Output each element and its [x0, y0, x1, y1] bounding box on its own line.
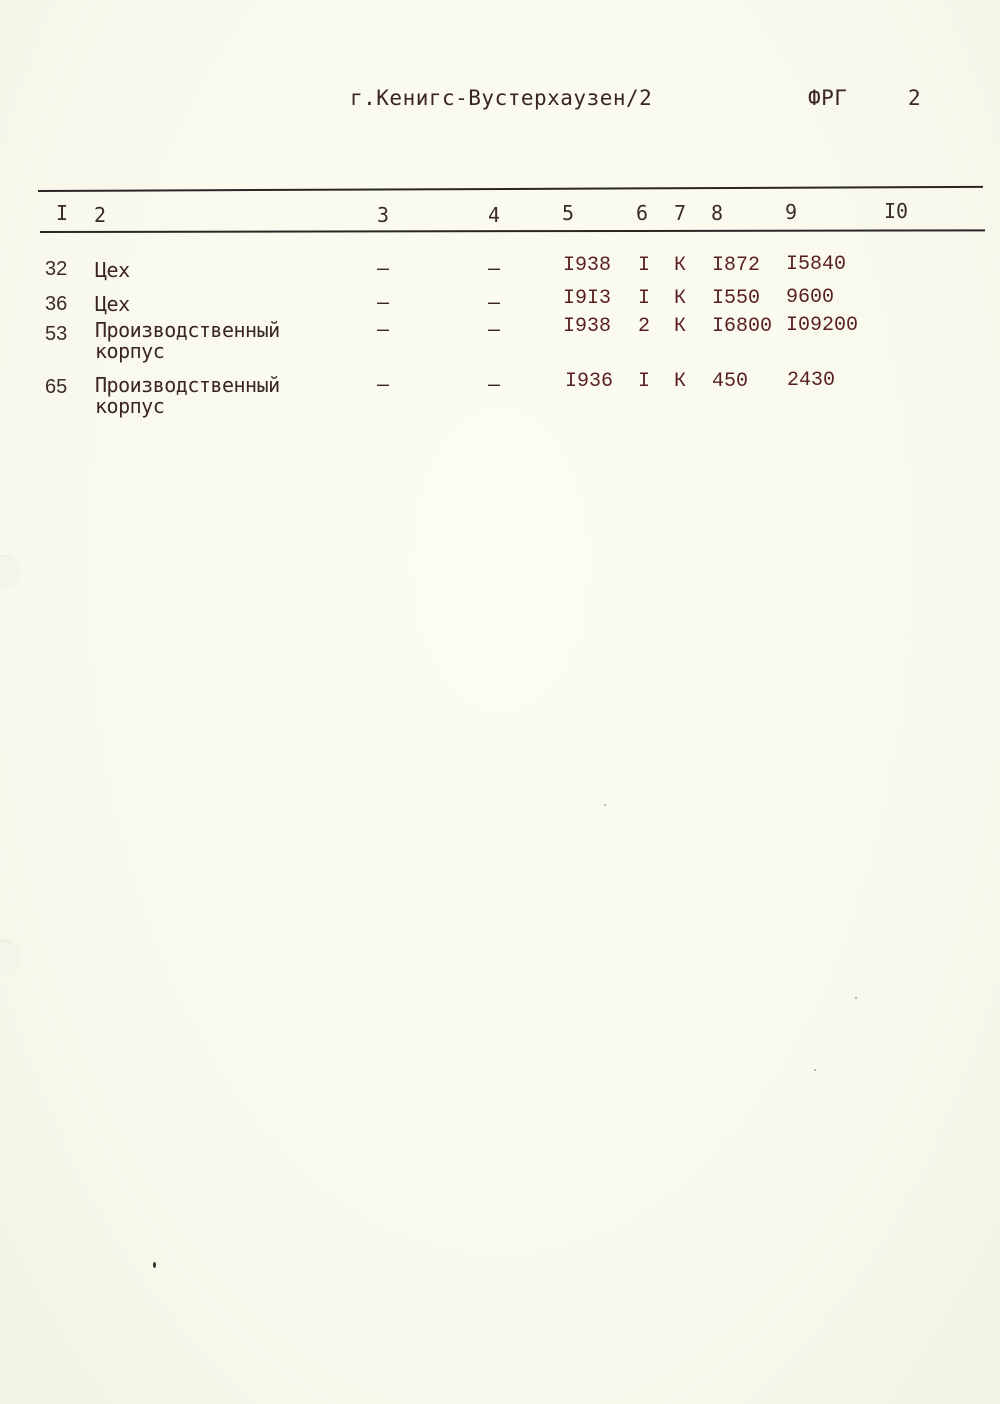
object-name: Цех: [95, 292, 130, 316]
column-number: 7: [674, 201, 687, 225]
cell-col7: К: [674, 287, 687, 310]
column-number: 9: [785, 200, 798, 224]
country-code: ФРГ: [808, 86, 848, 110]
cell-col4: –: [488, 290, 501, 314]
cell-col6: 2: [638, 315, 651, 338]
cell-col3: –: [377, 372, 390, 396]
ink-speck: [604, 804, 606, 806]
cell-col8: I872: [712, 254, 761, 277]
cell-col6: I: [638, 254, 651, 277]
column-number: 5: [562, 201, 575, 225]
row-number: 53: [45, 323, 68, 345]
cell-year: I936: [565, 370, 614, 393]
row-number: 65: [45, 376, 68, 398]
column-number: I: [56, 201, 69, 225]
cell-col9: I09200: [786, 314, 859, 337]
column-number: 3: [377, 203, 390, 227]
cell-year: I938: [563, 315, 612, 338]
column-number: 2: [94, 203, 107, 227]
cell-col4: –: [488, 256, 501, 280]
cell-col4: –: [488, 372, 501, 396]
cell-col3: –: [377, 256, 390, 280]
object-name-line1: Производственный: [95, 318, 280, 342]
cell-year: I9I3: [563, 287, 612, 310]
column-number: I0: [884, 199, 909, 223]
cell-col9: I5840: [786, 253, 847, 276]
row-number: 32: [45, 258, 68, 280]
object-name-line2: корпус: [95, 339, 165, 363]
cell-col9: 2430: [787, 369, 836, 392]
object-name-line2: корпус: [95, 394, 165, 418]
cell-col8: I550: [712, 287, 761, 310]
ink-speck: [855, 997, 857, 999]
cell-col3: –: [377, 290, 390, 314]
cell-col7: К: [674, 370, 687, 393]
cell-col8: 450: [712, 370, 749, 393]
cell-col6: I: [638, 287, 651, 310]
column-number: 8: [711, 201, 724, 225]
object-name-line1: Производственный: [95, 373, 280, 397]
cell-col9: 9600: [786, 286, 835, 309]
row-number: 36: [45, 293, 68, 315]
page-number: 2: [908, 86, 922, 110]
cell-col3: –: [377, 317, 390, 341]
cell-col4: –: [488, 317, 501, 341]
document-location-title: г.Кенигс-Вустерхаузен/2: [350, 86, 653, 110]
column-number: 4: [488, 203, 501, 227]
ink-speck: [814, 1069, 816, 1071]
cell-col8: I6800: [712, 315, 773, 338]
object-name: Цех: [95, 258, 130, 282]
ink-speck: [153, 1262, 156, 1268]
column-number: 6: [636, 201, 649, 225]
cell-col7: К: [674, 254, 687, 277]
cell-col7: К: [674, 315, 687, 338]
cell-year: I938: [563, 254, 612, 277]
cell-col6: I: [638, 370, 651, 393]
